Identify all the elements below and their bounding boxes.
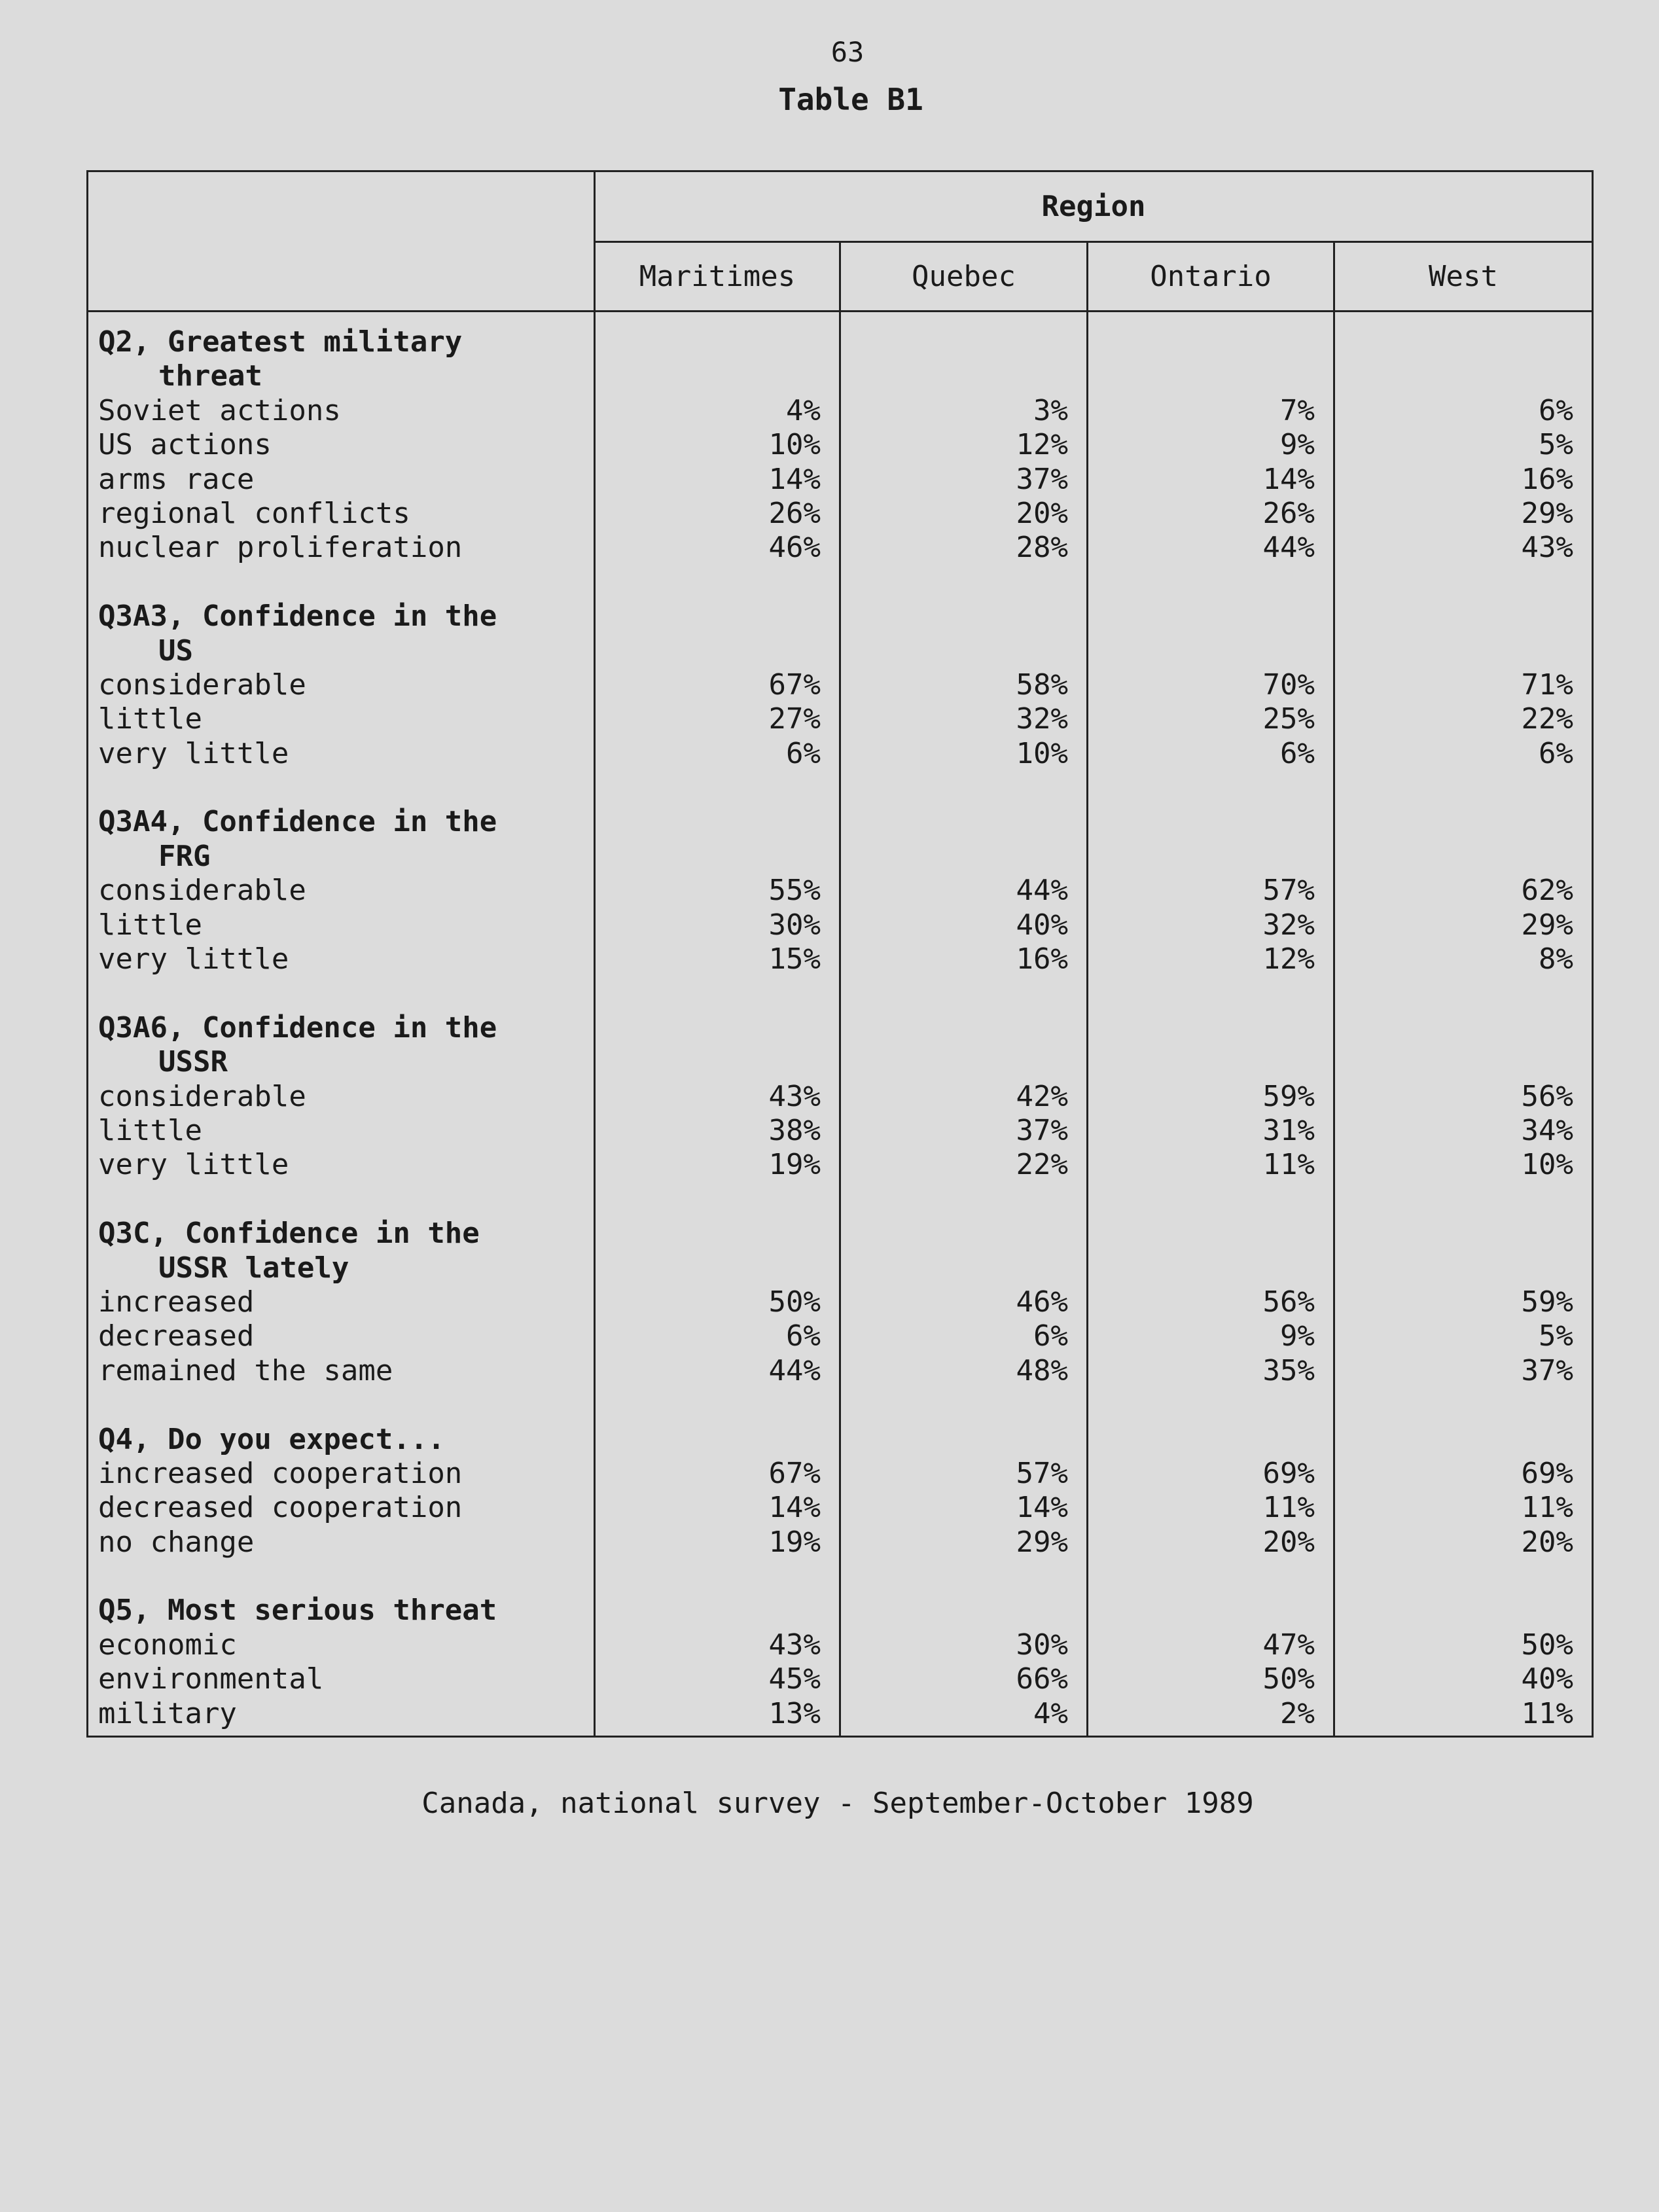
region-header: Region	[595, 171, 1593, 242]
section-spacer	[1335, 1183, 1573, 1217]
value-cell: 10%	[768, 428, 821, 462]
blank-cell	[1088, 325, 1315, 359]
column-header-ontario: Ontario	[1088, 242, 1334, 312]
section-spacer	[98, 976, 594, 1010]
value-cell: 16%	[1016, 942, 1068, 976]
question-title: Q3A3, Confidence in the	[98, 599, 497, 633]
west-values-column	[1334, 312, 1593, 1737]
value-cell: 6%	[1539, 393, 1574, 427]
blank-cell	[1335, 359, 1573, 393]
blank-cell	[596, 840, 821, 874]
value-cell: 20%	[1016, 496, 1068, 530]
row-label: little	[98, 702, 202, 736]
section-spacer	[1088, 565, 1315, 599]
row-label: decreased cooperation	[98, 1491, 463, 1525]
blank-cell	[1088, 1045, 1315, 1079]
blank-cell	[1335, 634, 1573, 668]
value-cell: 43%	[1521, 531, 1574, 565]
value-cell: 70%	[1262, 668, 1315, 702]
row-label: considerable	[98, 874, 306, 908]
question-title: Q3C, Confidence in the	[98, 1217, 480, 1251]
value-cell: 48%	[1016, 1353, 1068, 1387]
maritimes-values-column	[595, 312, 840, 1737]
value-cell: 12%	[1262, 942, 1315, 976]
section-spacer	[841, 771, 1068, 805]
value-cell: 7%	[1280, 393, 1315, 427]
row-label: increased cooperation	[98, 1456, 463, 1490]
value-cell: 22%	[1521, 702, 1574, 736]
blank-cell	[1088, 1011, 1315, 1045]
blank-cell	[596, 1011, 821, 1045]
value-cell: 67%	[768, 668, 821, 702]
value-cell: 44%	[1262, 531, 1315, 565]
row-label: arms race	[98, 462, 255, 496]
value-cell: 10%	[1521, 1148, 1574, 1182]
blank-cell	[596, 805, 821, 839]
section-spacer	[841, 1560, 1068, 1594]
value-cell: 31%	[1262, 1113, 1315, 1147]
blank-cell	[841, 1217, 1068, 1251]
value-cell: 71%	[1521, 668, 1574, 702]
ontario-values-column	[1088, 312, 1334, 1737]
section-spacer	[1335, 1560, 1573, 1594]
row-label: increased	[98, 1285, 255, 1319]
blank-cell	[1088, 840, 1315, 874]
row-label: nuclear proliferation	[98, 531, 463, 565]
value-cell: 6%	[1033, 1319, 1068, 1353]
section-spacer	[1088, 771, 1315, 805]
section-spacer	[596, 1183, 821, 1217]
blank-cell	[1088, 1423, 1315, 1457]
table-corner-cell	[88, 171, 595, 312]
value-cell: 46%	[1016, 1285, 1068, 1319]
row-label: very little	[98, 1148, 289, 1182]
row-label: regional conflicts	[98, 496, 410, 530]
value-cell: 35%	[1262, 1353, 1315, 1387]
value-cell: 66%	[1016, 1662, 1068, 1696]
value-cell: 11%	[1262, 1491, 1315, 1525]
question-title: US	[158, 633, 193, 668]
row-label: economic	[98, 1628, 237, 1662]
table-title: Table B1	[778, 82, 923, 117]
value-cell: 10%	[1016, 736, 1068, 770]
value-cell: 43%	[768, 1079, 821, 1113]
section-spacer	[1088, 1560, 1315, 1594]
section-spacer	[841, 976, 1068, 1010]
table-caption: Canada, national survey - September-October 1989	[421, 1787, 1254, 1820]
section-spacer	[98, 771, 594, 805]
question-title: Q4, Do you expect...	[98, 1422, 445, 1456]
value-cell: 69%	[1262, 1456, 1315, 1490]
value-cell: 32%	[1262, 908, 1315, 942]
value-cell: 8%	[1539, 942, 1574, 976]
value-cell: 69%	[1521, 1456, 1574, 1490]
blank-cell	[1335, 1045, 1573, 1079]
page-number: 63	[830, 36, 865, 68]
blank-cell	[1335, 840, 1573, 874]
section-spacer	[98, 1560, 594, 1594]
value-cell: 40%	[1016, 908, 1068, 942]
value-cell: 29%	[1521, 908, 1574, 942]
blank-cell	[841, 1011, 1068, 1045]
value-cell: 20%	[1262, 1525, 1315, 1559]
blank-cell	[841, 840, 1068, 874]
value-cell: 14%	[768, 1491, 821, 1525]
row-label: very little	[98, 942, 289, 976]
column-header-quebec: Quebec	[840, 242, 1088, 312]
value-cell: 14%	[1016, 1491, 1068, 1525]
question-title: Q3A4, Confidence in the	[98, 805, 497, 839]
value-cell: 30%	[768, 908, 821, 942]
section-spacer	[98, 1183, 594, 1217]
question-title: Q5, Most serious threat	[98, 1594, 497, 1628]
blank-cell	[1335, 1594, 1573, 1628]
section-spacer	[1335, 976, 1573, 1010]
value-cell: 56%	[1521, 1079, 1574, 1113]
value-cell: 5%	[1539, 1319, 1574, 1353]
blank-cell	[1088, 599, 1315, 633]
row-label: decreased	[98, 1319, 255, 1353]
section-spacer	[1088, 1183, 1315, 1217]
value-cell: 26%	[768, 496, 821, 530]
value-cell: 9%	[1280, 1319, 1315, 1353]
blank-cell	[841, 1251, 1068, 1285]
value-cell: 27%	[768, 702, 821, 736]
value-cell: 9%	[1280, 428, 1315, 462]
question-title: USSR	[158, 1045, 228, 1079]
blank-cell	[596, 1217, 821, 1251]
blank-cell	[596, 1594, 821, 1628]
value-cell: 47%	[1262, 1628, 1315, 1662]
value-cell: 3%	[1033, 393, 1068, 427]
value-cell: 59%	[1262, 1079, 1315, 1113]
value-cell: 44%	[768, 1353, 821, 1387]
row-label: little	[98, 908, 202, 942]
value-cell: 28%	[1016, 531, 1068, 565]
value-cell: 5%	[1539, 428, 1574, 462]
row-labels-column	[88, 312, 595, 1737]
value-cell: 6%	[786, 1319, 821, 1353]
value-cell: 50%	[1262, 1662, 1315, 1696]
value-cell: 37%	[1521, 1353, 1574, 1387]
value-cell: 4%	[1033, 1696, 1068, 1730]
blank-cell	[596, 325, 821, 359]
blank-cell	[1335, 805, 1573, 839]
value-cell: 22%	[1016, 1148, 1068, 1182]
blank-cell	[1335, 1217, 1573, 1251]
row-label: environmental	[98, 1662, 324, 1696]
section-spacer	[98, 565, 594, 599]
column-header-maritimes: Maritimes	[595, 242, 840, 312]
value-cell: 43%	[768, 1628, 821, 1662]
value-cell: 50%	[768, 1285, 821, 1319]
value-cell: 19%	[768, 1525, 821, 1559]
column-header-west: West	[1334, 242, 1593, 312]
section-spacer	[596, 1388, 821, 1422]
value-cell: 46%	[768, 531, 821, 565]
value-cell: 25%	[1262, 702, 1315, 736]
blank-cell	[1335, 325, 1573, 359]
blank-cell	[596, 599, 821, 633]
blank-cell	[1088, 1251, 1315, 1285]
section-spacer	[596, 1560, 821, 1594]
blank-cell	[1088, 634, 1315, 668]
value-cell: 62%	[1521, 874, 1574, 908]
row-label: considerable	[98, 668, 306, 702]
value-cell: 55%	[768, 874, 821, 908]
row-label: US actions	[98, 428, 272, 462]
section-spacer	[596, 976, 821, 1010]
blank-cell	[841, 1045, 1068, 1079]
value-cell: 14%	[1262, 462, 1315, 496]
value-cell: 40%	[1521, 1662, 1574, 1696]
value-cell: 57%	[1016, 1456, 1068, 1490]
row-label: considerable	[98, 1079, 306, 1113]
value-cell: 30%	[1016, 1628, 1068, 1662]
blank-cell	[841, 1423, 1068, 1457]
row-label: Soviet actions	[98, 393, 341, 427]
value-cell: 13%	[768, 1696, 821, 1730]
blank-cell	[841, 599, 1068, 633]
blank-cell	[1335, 1011, 1573, 1045]
value-cell: 38%	[768, 1113, 821, 1147]
value-cell: 37%	[1016, 1113, 1068, 1147]
blank-cell	[841, 359, 1068, 393]
section-spacer	[596, 771, 821, 805]
value-cell: 29%	[1016, 1525, 1068, 1559]
value-cell: 6%	[1280, 736, 1315, 770]
value-cell: 16%	[1521, 462, 1574, 496]
blank-cell	[596, 359, 821, 393]
section-spacer	[841, 1388, 1068, 1422]
section-spacer	[1335, 565, 1573, 599]
value-cell: 34%	[1521, 1113, 1574, 1147]
blank-cell	[841, 325, 1068, 359]
value-cell: 11%	[1521, 1696, 1574, 1730]
value-cell: 11%	[1521, 1491, 1574, 1525]
row-label: remained the same	[98, 1353, 393, 1387]
value-cell: 4%	[786, 393, 821, 427]
blank-cell	[1335, 1423, 1573, 1457]
value-cell: 59%	[1521, 1285, 1574, 1319]
value-cell: 50%	[1521, 1628, 1574, 1662]
value-cell: 26%	[1262, 496, 1315, 530]
blank-cell	[1335, 1251, 1573, 1285]
value-cell: 44%	[1016, 874, 1068, 908]
section-spacer	[1088, 1388, 1315, 1422]
quebec-values-column	[840, 312, 1088, 1737]
section-spacer	[841, 565, 1068, 599]
blank-cell	[841, 1594, 1068, 1628]
value-cell: 19%	[768, 1148, 821, 1182]
value-cell: 11%	[1262, 1148, 1315, 1182]
value-cell: 58%	[1016, 668, 1068, 702]
question-title: threat	[158, 359, 262, 393]
question-title: USSR lately	[158, 1251, 349, 1285]
blank-cell	[1335, 599, 1573, 633]
row-label: military	[98, 1696, 237, 1730]
value-cell: 37%	[1016, 462, 1068, 496]
value-cell: 56%	[1262, 1285, 1315, 1319]
row-label: very little	[98, 736, 289, 770]
blank-cell	[1088, 1594, 1315, 1628]
blank-cell	[596, 634, 821, 668]
value-cell: 14%	[768, 462, 821, 496]
section-spacer	[1335, 771, 1573, 805]
section-spacer	[1088, 976, 1315, 1010]
value-cell: 29%	[1521, 496, 1574, 530]
blank-cell	[1088, 1217, 1315, 1251]
value-cell: 57%	[1262, 874, 1315, 908]
value-cell: 6%	[1539, 736, 1574, 770]
value-cell: 45%	[768, 1662, 821, 1696]
section-spacer	[98, 1388, 594, 1422]
blank-cell	[1088, 805, 1315, 839]
value-cell: 15%	[768, 942, 821, 976]
value-cell: 6%	[786, 736, 821, 770]
blank-cell	[841, 634, 1068, 668]
question-title: Q2, Greatest military	[98, 325, 463, 359]
question-title: FRG	[158, 839, 211, 873]
blank-cell	[1088, 359, 1315, 393]
region-table	[86, 170, 1594, 1738]
blank-cell	[841, 805, 1068, 839]
section-spacer	[1335, 1388, 1573, 1422]
blank-cell	[596, 1251, 821, 1285]
row-label: little	[98, 1113, 202, 1147]
value-cell: 32%	[1016, 702, 1068, 736]
blank-cell	[596, 1045, 821, 1079]
value-cell: 42%	[1016, 1079, 1068, 1113]
value-cell: 12%	[1016, 428, 1068, 462]
row-label: no change	[98, 1525, 255, 1559]
section-spacer	[841, 1183, 1068, 1217]
value-cell: 67%	[768, 1456, 821, 1490]
value-cell: 2%	[1280, 1696, 1315, 1730]
question-title: Q3A6, Confidence in the	[98, 1010, 497, 1044]
value-cell: 20%	[1521, 1525, 1574, 1559]
section-spacer	[596, 565, 821, 599]
blank-cell	[596, 1423, 821, 1457]
